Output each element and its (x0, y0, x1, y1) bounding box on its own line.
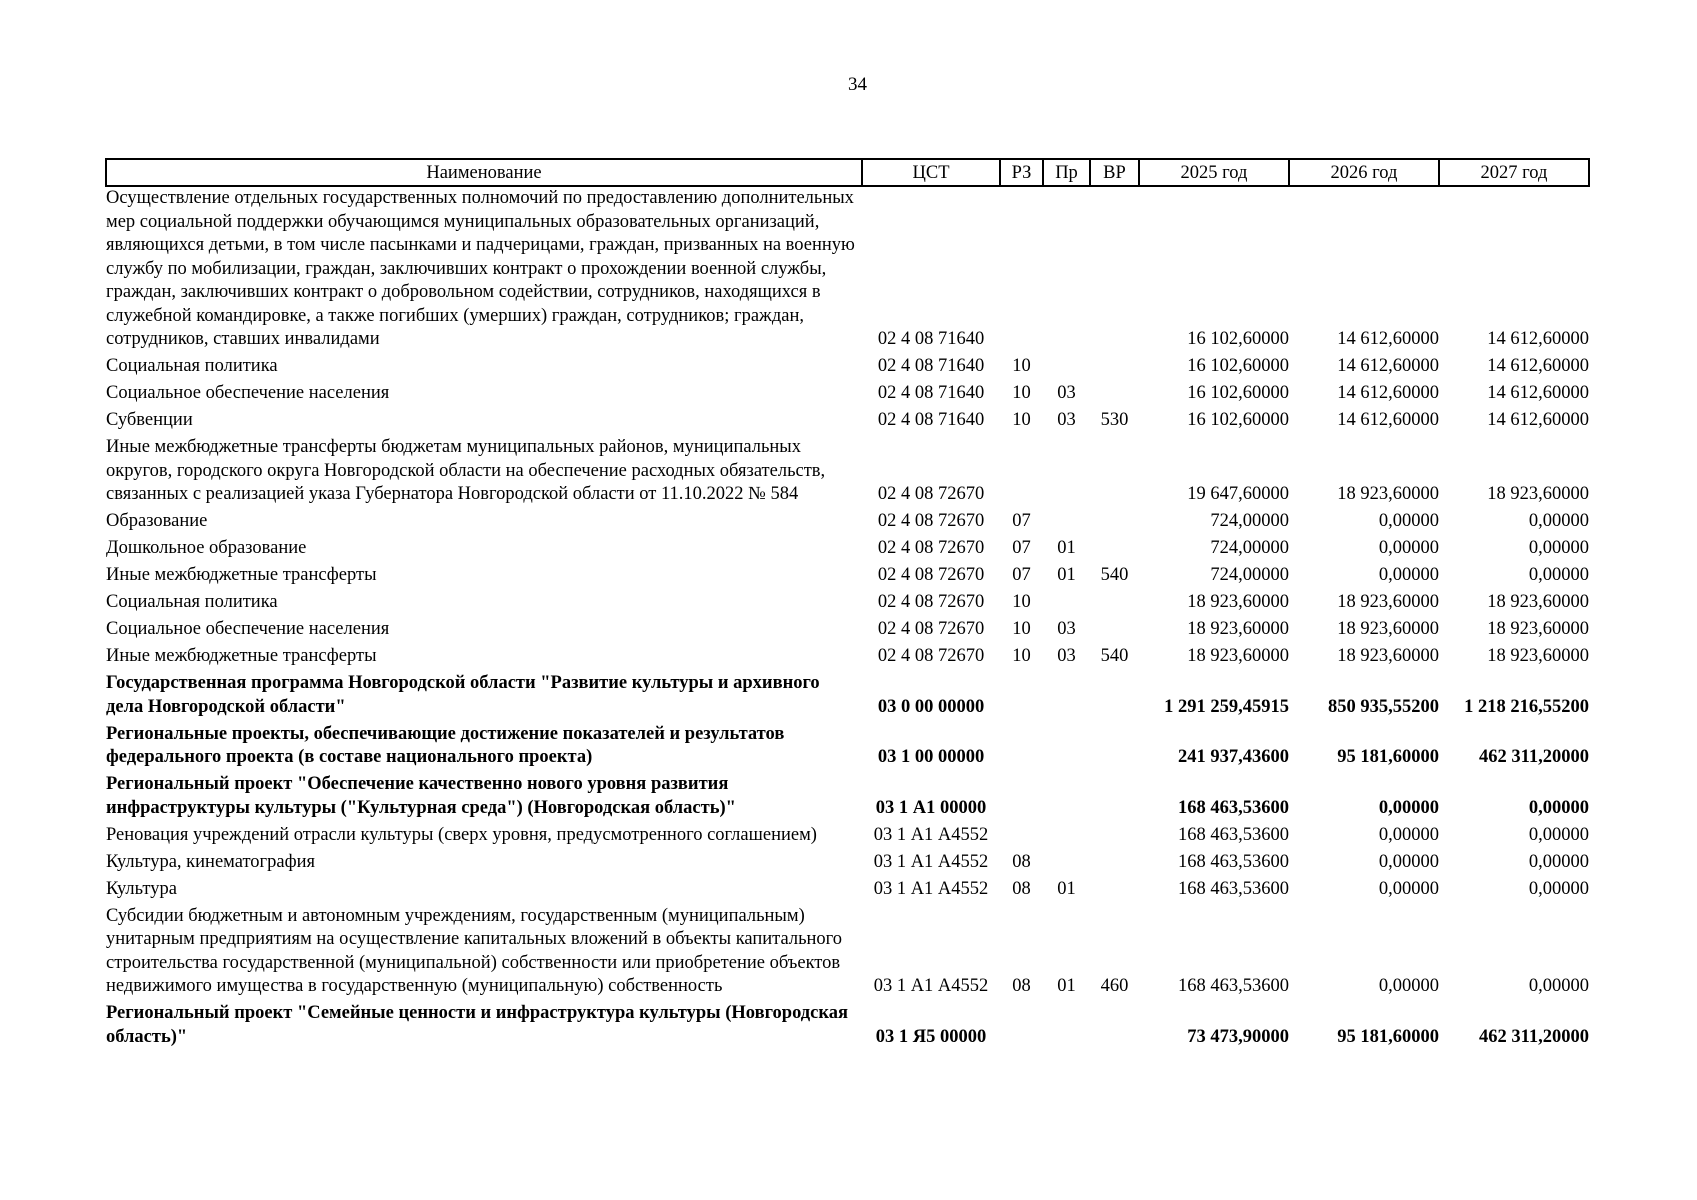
cell-2025: 16 102,60000 (1187, 356, 1289, 376)
cell-rz (1000, 672, 1043, 723)
cell-2026: 0,00000 (1378, 511, 1439, 531)
cell-2026: 0,00000 (1378, 565, 1439, 585)
cell-2027: 14 612,60000 (1487, 356, 1589, 376)
cell-2026: 18 923,60000 (1337, 484, 1439, 504)
cell-cst: 03 0 00 00000 (877, 696, 985, 717)
cell-pr: 03 (1057, 619, 1076, 639)
cell-rz (1000, 773, 1043, 824)
cell-rz (1000, 186, 1043, 355)
header-vr: ВР (1090, 159, 1139, 186)
table-row (106, 436, 1589, 510)
cell-2025: 18 923,60000 (1187, 592, 1289, 612)
cell-vr (1090, 878, 1139, 905)
table-row (106, 409, 1589, 436)
cell-2025: 16 102,60000 (1187, 383, 1289, 403)
cell-2027: 0,00000 (1528, 878, 1589, 899)
cell-2027: 18 923,60000 (1487, 646, 1589, 666)
table-row (106, 824, 1589, 851)
cell-rz: 07 (1012, 538, 1031, 558)
cell-name: Социальное обеспечение населения (106, 383, 390, 403)
cell-2025: 168 463,53600 (1178, 878, 1289, 899)
cell-2026: 14 612,60000 (1337, 410, 1439, 430)
cell-2026: 850 935,55200 (1328, 696, 1439, 717)
cell-name: Социальная политика (106, 356, 278, 376)
cell-2027: 0,00000 (1528, 824, 1589, 845)
cell-2027: 0,00000 (1528, 511, 1589, 531)
cell-2027: 14 612,60000 (1487, 410, 1589, 430)
cell-name: Региональный проект "Семейные ценности и инфраструктура культуры (Новгородская область)" (106, 1003, 848, 1047)
cell-cst: 02 4 08 72670 (877, 619, 985, 639)
cell-rz: 10 (1012, 356, 1031, 376)
cell-2026: 0,00000 (1378, 538, 1439, 558)
cell-vr: 540 (1100, 565, 1129, 585)
cell-name: Субвенции (106, 410, 193, 430)
cell-rz: 08 (1012, 878, 1031, 899)
cell-name: Региональный проект "Обеспечение качественно нового уровня развития инфраструктуры культуры ("Культурная среда") (Новгородская область)" (106, 774, 736, 818)
cell-pr: 01 (1057, 565, 1076, 585)
table-row (106, 186, 1589, 355)
cell-cst: 02 4 08 72670 (877, 565, 985, 585)
table-row (106, 672, 1589, 723)
cell-vr (1090, 723, 1139, 774)
cell-2027: 0,00000 (1528, 538, 1589, 558)
cell-pr: 03 (1057, 646, 1076, 666)
table-row (106, 878, 1589, 905)
header-name: Наименование (106, 159, 862, 186)
cell-name: Социальная политика (106, 592, 278, 612)
header-pr: Пр (1043, 159, 1090, 186)
cell-pr (1043, 723, 1090, 774)
page-number: 34 (848, 74, 867, 95)
cell-2027: 0,00000 (1528, 851, 1589, 872)
cell-name: Иные межбюджетные трансферты (106, 646, 377, 666)
cell-2025: 18 923,60000 (1187, 619, 1289, 639)
cell-2027: 1 218 216,55200 (1464, 696, 1589, 717)
cell-rz (1000, 436, 1043, 510)
table-row (106, 537, 1589, 564)
cell-2027: 0,00000 (1528, 565, 1589, 585)
cell-2026: 14 612,60000 (1337, 383, 1439, 403)
cell-2026: 95 181,60000 (1337, 1026, 1439, 1047)
cell-vr (1090, 618, 1139, 645)
cell-pr (1043, 824, 1090, 851)
cell-pr (1043, 591, 1090, 618)
cell-2027: 0,00000 (1528, 976, 1589, 996)
cell-rz: 10 (1012, 592, 1031, 612)
cell-2026: 0,00000 (1378, 976, 1439, 996)
cell-name: Культура (106, 878, 177, 899)
cell-cst: 03 1 А1 А4552 (873, 824, 989, 845)
cell-vr (1090, 436, 1139, 510)
table-row (106, 723, 1589, 774)
cell-2026: 18 923,60000 (1337, 619, 1439, 639)
cell-2026: 95 181,60000 (1337, 747, 1439, 767)
cell-vr (1090, 382, 1139, 409)
cell-2025: 168 463,53600 (1178, 976, 1289, 996)
cell-cst: 02 4 08 71640 (877, 356, 985, 376)
cell-vr (1090, 1002, 1139, 1053)
table-row (106, 618, 1589, 645)
table-row (106, 645, 1589, 672)
header-2025: 2025 год (1139, 159, 1289, 186)
cell-2027: 0,00000 (1528, 797, 1589, 818)
cell-vr (1090, 824, 1139, 851)
cell-vr (1090, 537, 1139, 564)
cell-vr (1090, 773, 1139, 824)
table-row (106, 355, 1589, 382)
cell-name: Субсидии бюджетным и автономным учреждениям, государственным (муниципальным) унитарным предприятиям на осуществление капитальных вложений в объекты капитального строительства государственной (муниципальной) собственности или приобретение объектов недвижимого имущества в государственную (муниципальную) собственность (106, 905, 843, 996)
cell-rz (1000, 824, 1043, 851)
cell-name: Осуществление отдельных государственных полномочий по предоставлению дополнительных мер социальной поддержки обучающимся муниципальных образовательных организаций, являющихся детьми, в том числе пасынками и падчерицами, граждан, призванных на военную службу по мобилизации, граждан, заключивших контракт о прохождении военной службы, граждан, заключивших контракт о добровольном содействии, сотрудников, находящихся в служебной командировке, а также погибших (умерших) граждан, сотрудников; граждан, сотрудников, ставших инвалидами (106, 188, 855, 349)
cell-pr: 01 (1057, 538, 1076, 558)
cell-vr (1090, 591, 1139, 618)
cell-2025: 168 463,53600 (1178, 797, 1289, 818)
cell-rz: 10 (1012, 646, 1031, 666)
cell-rz: 08 (1012, 976, 1031, 996)
cell-2026: 14 612,60000 (1337, 329, 1439, 349)
table-row (106, 564, 1589, 591)
cell-cst: 02 4 08 71640 (877, 329, 985, 349)
cell-pr: 01 (1057, 878, 1076, 899)
table-row (106, 773, 1589, 824)
cell-vr: 530 (1100, 410, 1129, 430)
table-row (106, 382, 1589, 409)
cell-vr (1090, 510, 1139, 537)
cell-cst: 03 1 Я5 00000 (875, 1026, 987, 1047)
cell-name: Социальное обеспечение населения (106, 619, 390, 639)
cell-2025: 724,00000 (1210, 538, 1289, 558)
cell-2027: 18 923,60000 (1487, 619, 1589, 639)
cell-2025: 16 102,60000 (1187, 410, 1289, 430)
cell-2025: 18 923,60000 (1187, 646, 1289, 666)
cell-rz: 08 (1012, 851, 1031, 872)
cell-2026: 0,00000 (1378, 824, 1439, 845)
table-row (106, 510, 1589, 537)
cell-2026: 0,00000 (1378, 851, 1439, 872)
cell-pr (1043, 355, 1090, 382)
cell-vr (1090, 186, 1139, 355)
cell-2027: 462 311,20000 (1479, 747, 1589, 767)
budget-table (105, 158, 1590, 1053)
cell-2027: 14 612,60000 (1487, 329, 1589, 349)
cell-2026: 14 612,60000 (1337, 356, 1439, 376)
cell-2027: 18 923,60000 (1487, 592, 1589, 612)
cell-2025: 19 647,60000 (1187, 484, 1289, 504)
cell-vr (1090, 851, 1139, 878)
cell-cst: 03 1 А1 А4552 (873, 878, 989, 899)
cell-2027: 18 923,60000 (1487, 484, 1589, 504)
header-cst: ЦСТ (862, 159, 1000, 186)
cell-cst: 03 1 А1 00000 (875, 797, 987, 818)
cell-name: Региональные проекты, обеспечивающие достижение показателей и результатов федерального проекта (в составе национального проекта) (106, 723, 785, 767)
cell-rz: 10 (1012, 383, 1031, 403)
cell-name: Иные межбюджетные трансферты бюджетам муниципальных районов, муниципальных округов, городского округа Новгородской области на обеспечение расходных обязательств, связанных с реализацией указа Губернатора Новгородской области от 11.10.2022 № 584 (106, 437, 826, 504)
cell-pr: 03 (1057, 410, 1076, 430)
cell-2025: 168 463,53600 (1178, 824, 1289, 845)
cell-cst: 03 1 А1 А4552 (873, 851, 989, 872)
cell-2027: 14 612,60000 (1487, 383, 1589, 403)
cell-rz: 10 (1012, 410, 1031, 430)
cell-cst: 02 4 08 72670 (877, 484, 985, 504)
cell-cst: 02 4 08 71640 (877, 383, 985, 403)
cell-pr (1043, 1002, 1090, 1053)
cell-2025: 1 291 259,45915 (1164, 696, 1289, 717)
cell-pr (1043, 773, 1090, 824)
cell-2025: 724,00000 (1210, 511, 1289, 531)
cell-vr (1090, 355, 1139, 382)
cell-pr (1043, 186, 1090, 355)
cell-2027: 462 311,20000 (1479, 1026, 1589, 1047)
table-row (106, 851, 1589, 878)
cell-pr (1043, 436, 1090, 510)
cell-rz (1000, 1002, 1043, 1053)
cell-cst: 02 4 08 72670 (877, 646, 985, 666)
cell-2025: 73 473,90000 (1187, 1026, 1289, 1047)
cell-cst: 02 4 08 72670 (877, 592, 985, 612)
cell-2026: 0,00000 (1378, 797, 1439, 818)
cell-name: Иные межбюджетные трансферты (106, 565, 377, 585)
cell-vr: 460 (1100, 976, 1129, 996)
cell-name: Культура, кинематография (106, 851, 316, 872)
cell-2026: 18 923,60000 (1337, 646, 1439, 666)
cell-pr: 03 (1057, 383, 1076, 403)
cell-pr (1043, 510, 1090, 537)
cell-name: Дошкольное образование (106, 538, 307, 558)
cell-cst: 02 4 08 72670 (877, 511, 985, 531)
table-header-row (106, 159, 1589, 186)
cell-rz: 07 (1012, 511, 1031, 531)
cell-2025: 724,00000 (1210, 565, 1289, 585)
cell-name: Реновация учреждений отрасли культуры (сверх уровня, предусмотренного соглашением) (106, 824, 817, 845)
cell-cst: 02 4 08 72670 (877, 538, 985, 558)
cell-cst: 03 1 А1 А4552 (873, 976, 989, 996)
header-2027: 2027 год (1439, 159, 1589, 186)
cell-name: Образование (106, 511, 208, 531)
cell-2025: 16 102,60000 (1187, 329, 1289, 349)
table-row (106, 905, 1589, 1003)
cell-vr (1090, 672, 1139, 723)
cell-rz (1000, 723, 1043, 774)
cell-rz: 10 (1012, 619, 1031, 639)
cell-name: Государственная программа Новгородской области "Развитие культуры и архивного дела Новгородской области" (106, 673, 820, 717)
cell-cst: 03 1 00 00000 (877, 747, 985, 767)
header-2026: 2026 год (1289, 159, 1439, 186)
cell-pr (1043, 672, 1090, 723)
cell-2025: 168 463,53600 (1178, 851, 1289, 872)
cell-pr: 01 (1057, 976, 1076, 996)
table-row (106, 591, 1589, 618)
cell-2025: 241 937,43600 (1178, 747, 1289, 767)
cell-pr (1043, 851, 1090, 878)
cell-2026: 18 923,60000 (1337, 592, 1439, 612)
cell-rz: 07 (1012, 565, 1031, 585)
cell-cst: 02 4 08 71640 (877, 410, 985, 430)
table-row (106, 1002, 1589, 1053)
cell-2026: 0,00000 (1378, 878, 1439, 899)
header-rz: РЗ (1000, 159, 1043, 186)
cell-vr: 540 (1100, 646, 1129, 666)
